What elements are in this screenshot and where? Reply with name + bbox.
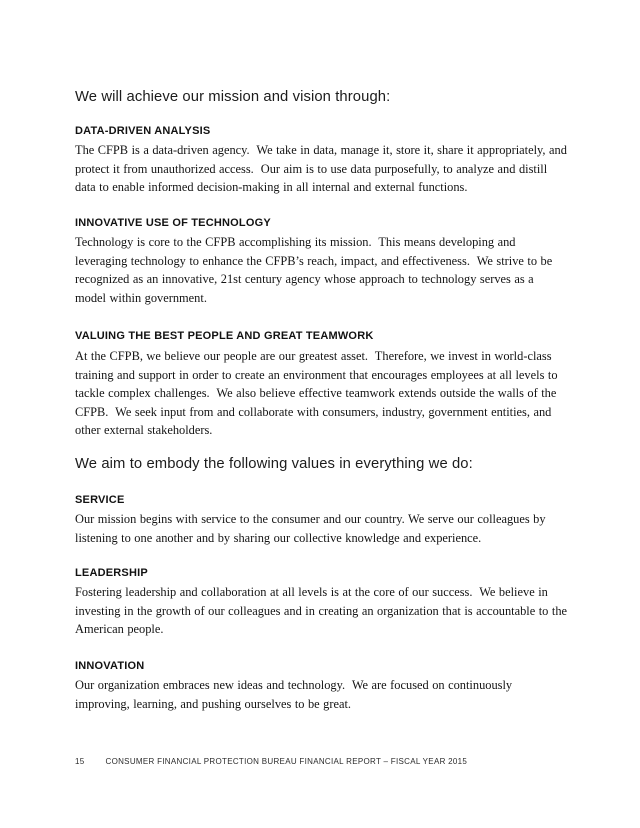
values-heading: We aim to embody the following values in everything we do: (75, 456, 473, 472)
section-title-valuing-best-people: VALUING THE BEST PEOPLE AND GREAT TEAMWORK (75, 330, 374, 342)
page-number: 15 (75, 757, 85, 766)
section-title-leadership: LEADERSHIP (75, 567, 148, 579)
footer-report-title: CONSUMER FINANCIAL PROTECTION BUREAU FINANCIAL REPORT – FISCAL YEAR 2015 (105, 757, 468, 766)
section-title-service: SERVICE (75, 494, 125, 506)
section-paragraph-valuing-best-people: At the CFPB, we believe our people are our greatest asset. Therefore, we invest in world-class training and support in order to create an environment that encourages employees at all levels to tackle complex challenges. We also believe effective teamwork extends outside the walls of the CFPB. We seek input from and collaborate with consumers, industry, government entities, and other external stakeholders. (75, 349, 562, 438)
section-title-innovative-use-of-technology: INNOVATIVE USE OF TECHNOLOGY (75, 217, 271, 229)
section-paragraph-service: Our mission begins with service to the consumer and our country. We serve our colleagues by listening to one another and by sharing our collective knowledge and experience. (75, 512, 550, 545)
mission-heading: We will achieve our mission and vision through: (75, 89, 391, 105)
section-title-data-driven-analysis: DATA-DRIVEN ANALYSIS (75, 125, 211, 137)
section-paragraph-innovative-use-of-technology: Technology is core to the CFPB accomplishing its mission. This means developing and leveraging technology to enhance the CFPB’s reach, impact, and effectiveness. We strive to be recognized as an innovative, 21st century agency whose approach to technology serves as a model within government. (75, 235, 556, 305)
section-paragraph-data-driven-analysis: The CFPB is a data-driven agency. We take in data, manage it, store it, share it appropriately, and protect it from unauthorized access. Our aim is to use data purposefully, to analyze and distill data to enable informed decision-making in all internal and external functions. (75, 143, 571, 195)
section-title-innovation: INNOVATION (75, 660, 145, 672)
section-paragraph-innovation: Our organization embraces new ideas and technology. We are focused on continuously improving, learning, and pushing ourselves to be great. (75, 678, 516, 711)
section-paragraph-leadership: Fostering leadership and collaboration at all levels is at the core of our success. We believe in investing in the growth of our colleagues and in creating an organization that is accountable to the American people. (75, 585, 570, 637)
page-footer (75, 757, 467, 767)
